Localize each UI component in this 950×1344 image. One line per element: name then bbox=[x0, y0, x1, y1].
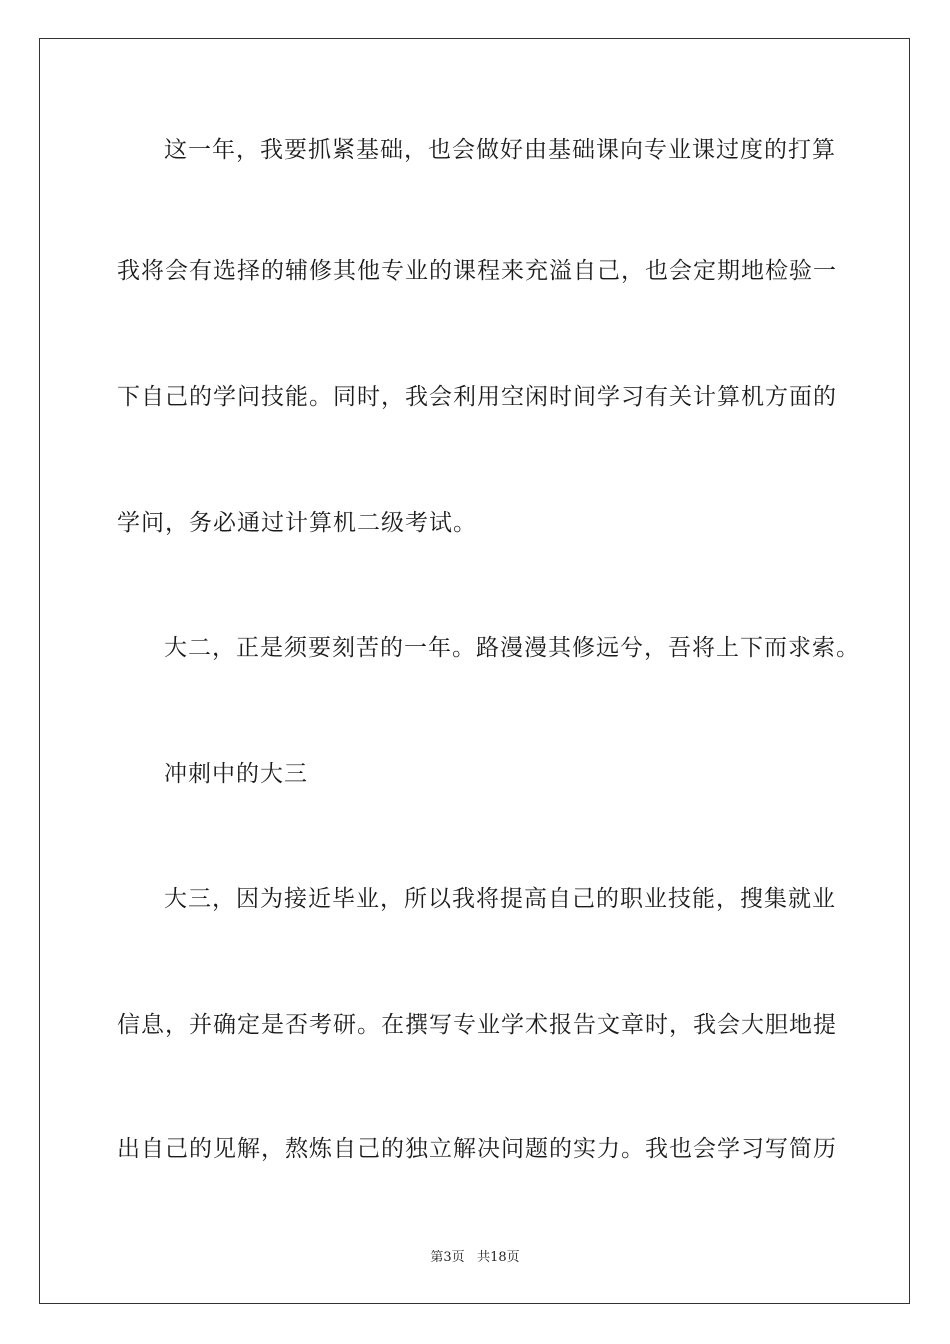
paragraph-line: 大三，因为接近毕业，所以我将提高自己的职业技能，搜集就业 bbox=[164, 886, 836, 912]
paragraph-line: 大二，正是须要刻苦的一年。路漫漫其修远兮，吾将上下而求索。 bbox=[164, 635, 860, 661]
page-total: 共18页 bbox=[477, 1250, 520, 1265]
page-number: 第3页 bbox=[430, 1250, 465, 1265]
paragraph-line: 信息，并确定是否考研。在撰写专业学术报告文章时，我会大胆地提 bbox=[117, 1012, 837, 1038]
paragraph-line: 学问，务必通过计算机二级考试。 bbox=[117, 510, 477, 536]
paragraph-line: 我将会有选择的辅修其他专业的课程来充溢自己，也会定期地检验一 bbox=[117, 258, 837, 284]
section-heading: 冲刺中的大三 bbox=[164, 761, 308, 787]
page-footer bbox=[0, 1246, 950, 1265]
paragraph-line: 这一年，我要抓紧基础，也会做好由基础课向专业课过度的打算 bbox=[164, 137, 836, 163]
paragraph-line: 出自己的见解，熬炼自己的独立解决问题的实力。我也会学习写简历 bbox=[117, 1136, 837, 1162]
paragraph-line: 下自己的学问技能。同时，我会利用空闲时间学习有关计算机方面的 bbox=[117, 384, 837, 410]
page-border bbox=[39, 38, 910, 1304]
